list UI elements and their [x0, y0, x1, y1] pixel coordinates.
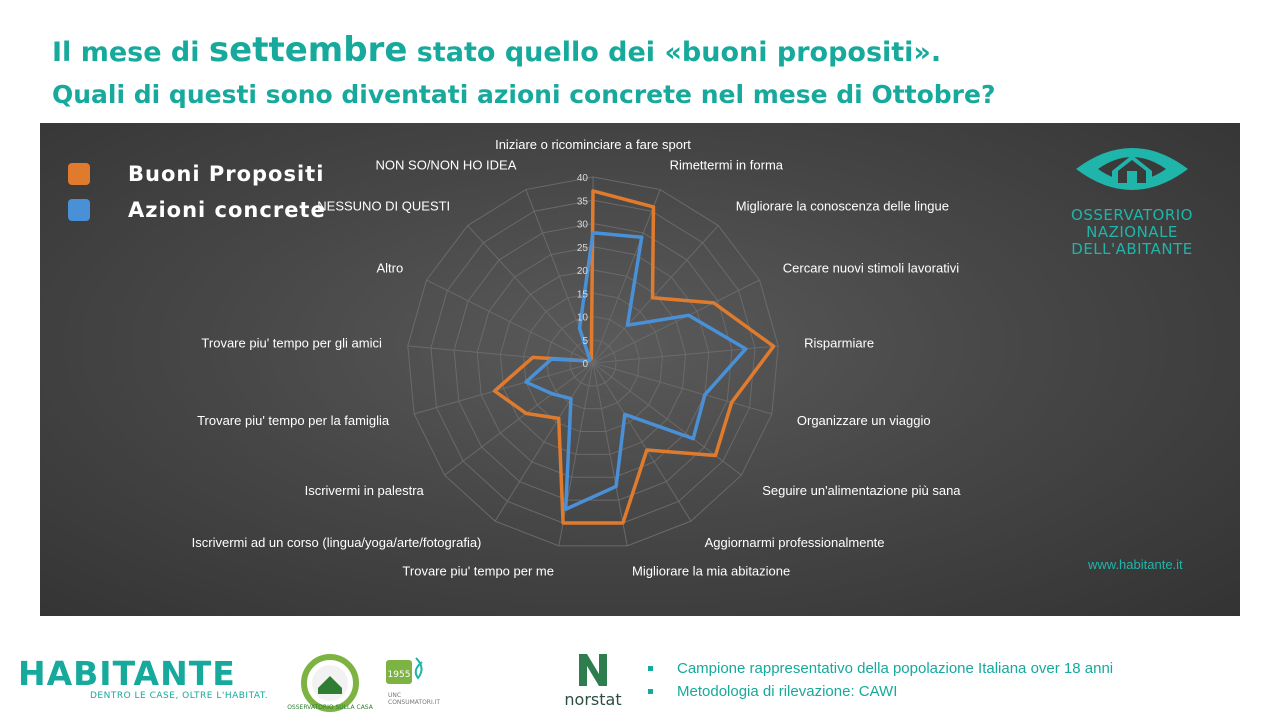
tick-label: 20 [576, 266, 588, 277]
category-label: Trovare piu' tempo per gli amici [201, 335, 382, 351]
osservatorio-casa-logo [287, 652, 373, 718]
legend-label: Buoni Propositi [128, 162, 325, 186]
title-text-a: Il mese di [52, 37, 209, 68]
norstat-logo [563, 652, 623, 709]
legend-item-azioni-concrete [68, 192, 326, 228]
logo-line1: OSSERVATORIO [1071, 206, 1193, 224]
legend-swatch-orange [68, 163, 90, 185]
website-link[interactable]: www.habitante.it [1088, 557, 1183, 572]
category-label: Trovare piu' tempo per me [402, 563, 554, 579]
norstat-n-icon [573, 652, 613, 688]
category-label: Iniziare o ricominciare a fare sport [495, 137, 691, 152]
category-label: Aggiornarmi professionalmente [704, 535, 885, 551]
tick-label: 10 [576, 312, 588, 324]
category-label: Risparmiare [804, 335, 875, 351]
title-text-c: stato quello dei «buoni propositi». [407, 37, 942, 68]
unc-badge-text: 1955 [387, 670, 411, 680]
norstat-wordmark: norstat [564, 690, 622, 709]
category-label: Iscrivermi ad un corso (lingua/yoga/arte/fotografia) [191, 535, 482, 551]
unc-logo [378, 652, 441, 706]
slide-title-line2: Quali di questi sono diventati azioni concrete nel mese di Ottobre? [52, 80, 996, 109]
note-text: Metodologia di rilevazione: CAWI [677, 683, 898, 700]
logo-text [1052, 207, 1212, 258]
osservatorio-logo [1052, 141, 1212, 258]
note-item [648, 657, 1113, 680]
methodology-notes [648, 657, 1113, 703]
logo-line2: NAZIONALE [1086, 223, 1178, 241]
grid-spoke [593, 280, 760, 363]
category-label: Rimettermi in forma [669, 157, 784, 173]
category-label: Seguire un'alimentazione più sana [762, 482, 961, 498]
title-highlight: settembre [208, 30, 408, 70]
category-label: Cercare nuovi stimoli lavorativi [782, 260, 960, 276]
logo-line3: DELL'ABITANTE [1071, 240, 1193, 258]
category-label: Migliorare la conoscenza delle lingue [735, 198, 949, 214]
habitante-logo [18, 654, 269, 701]
legend-item-buoni-propositi [68, 156, 326, 192]
bullet-icon [648, 689, 653, 694]
note-item [648, 680, 1113, 703]
note-text: Campione rappresentativo della popolazione Italiana over 18 anni [677, 660, 1114, 677]
chart-legend [68, 156, 326, 228]
habitante-wordmark: HABITANTE [18, 654, 236, 693]
tick-label: 25 [576, 242, 588, 254]
category-label: Migliorare la mia abitazione [632, 563, 791, 579]
habitante-tagline: DENTRO LE CASE, OLTRE L'HABITAT. [90, 691, 269, 701]
category-label: NESSUNO DI QUESTI [317, 198, 451, 214]
chart-panel [40, 123, 1240, 616]
unc-text: UNC CONSUMATORI.IT [388, 692, 441, 706]
category-label: Organizzare un viaggio [796, 413, 931, 428]
category-label: Iscrivermi in palestra [304, 482, 424, 498]
tick-label: 15 [576, 289, 588, 301]
grid-spoke [593, 346, 778, 363]
grid-spoke [593, 226, 718, 363]
grid-spoke [593, 190, 660, 363]
grid-spoke [468, 226, 593, 363]
radar-tick-labels [577, 173, 589, 370]
category-label: NON SO/NON HO IDEA [375, 157, 517, 173]
tick-label: 40 [576, 173, 588, 184]
grid-spoke [426, 280, 593, 363]
house-eye-icon [1072, 141, 1192, 197]
tick-label: 35 [576, 196, 588, 208]
tick-label: 0 [582, 359, 588, 370]
legend-label: Azioni concrete [128, 198, 326, 222]
osservatorio-casa-text: OSSERVATORIO SULLA CASA [287, 704, 373, 711]
legend-swatch-blue [68, 199, 90, 221]
category-label: Altro [376, 260, 404, 276]
bullet-icon [648, 666, 653, 671]
tick-label: 5 [582, 335, 588, 347]
category-label: Trovare piu' tempo per la famiglia [197, 413, 390, 428]
tick-label: 30 [576, 219, 588, 231]
slide-title-line1 [52, 30, 941, 70]
